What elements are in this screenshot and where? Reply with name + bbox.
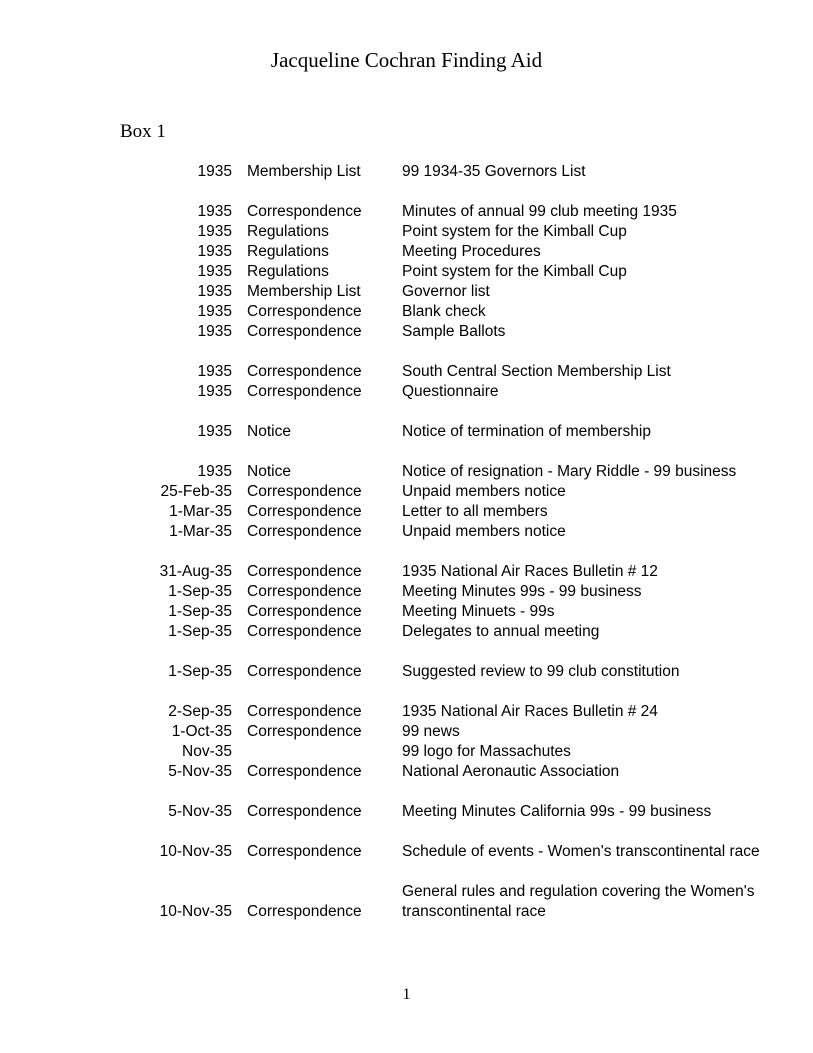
item-type: Correspondence — [247, 583, 362, 600]
item-date: 1-Mar-35 — [169, 523, 232, 540]
item-date: 1-Sep-35 — [168, 603, 232, 620]
item-type: Correspondence — [247, 323, 362, 340]
item-description: Sample Ballots — [402, 323, 506, 340]
item-date: 1935 — [197, 283, 232, 300]
item-description: 1935 National Air Races Bulletin # 24 — [402, 703, 658, 720]
item-description: 99 logo for Massachutes — [402, 743, 571, 760]
item-type: Notice — [247, 463, 291, 480]
item-date: 1935 — [197, 163, 232, 180]
item-description: Governor list — [402, 283, 490, 300]
item-type: Correspondence — [247, 563, 362, 580]
item-description: 1935 National Air Races Bulletin # 12 — [402, 563, 658, 580]
item-date: 10-Nov-35 — [159, 903, 232, 920]
item-description: National Aeronautic Association — [402, 763, 620, 780]
item-type: Regulations — [247, 223, 329, 240]
item-type: Correspondence — [247, 523, 362, 540]
item-type: Membership List — [247, 283, 361, 300]
item-date: 1935 — [197, 243, 232, 260]
item-description: 99 news — [402, 723, 460, 740]
item-description: Delegates to annual meeting — [402, 623, 600, 640]
item-date: 1935 — [197, 463, 232, 480]
box-label: Box 1 — [120, 121, 166, 142]
item-description: Point system for the Kimball Cup — [402, 223, 627, 240]
item-type: Correspondence — [247, 763, 362, 780]
item-description: 99 1934-35 Governors List — [402, 163, 586, 180]
item-date: 10-Nov-35 — [159, 843, 232, 860]
item-date: 1-Mar-35 — [169, 503, 232, 520]
item-date: 1-Oct-35 — [171, 723, 232, 740]
item-description: Meeting Procedures — [402, 243, 541, 260]
document-title: Jacqueline Cochran Finding Aid — [270, 48, 543, 72]
item-date: 1-Sep-35 — [168, 663, 232, 680]
item-description: Point system for the Kimball Cup — [402, 263, 627, 280]
item-date: 5-Nov-35 — [168, 763, 232, 780]
item-type: Correspondence — [247, 303, 362, 320]
item-type: Correspondence — [247, 623, 362, 640]
item-type: Regulations — [247, 243, 329, 260]
item-type: Regulations — [247, 263, 329, 280]
item-description: Blank check — [402, 303, 486, 320]
item-type: Correspondence — [247, 723, 362, 740]
item-description: Questionnaire — [402, 383, 499, 400]
item-description: Minutes of annual 99 club meeting 1935 — [402, 203, 677, 220]
item-date: Nov-35 — [182, 743, 232, 760]
item-type: Notice — [247, 423, 291, 440]
item-date: 1935 — [197, 303, 232, 320]
item-type: Correspondence — [247, 603, 362, 620]
item-description: Notice of termination of membership — [402, 423, 651, 440]
item-date: 25-Feb-35 — [160, 483, 232, 500]
item-date: 1935 — [197, 323, 232, 340]
item-type: Correspondence — [247, 803, 362, 820]
item-description: Notice of resignation - Mary Riddle - 99 business — [402, 463, 737, 480]
item-description: Meeting Minutes California 99s - 99 business — [402, 803, 712, 820]
item-date: 1935 — [197, 363, 232, 380]
item-type: Correspondence — [247, 383, 362, 400]
item-date: 1-Sep-35 — [168, 583, 232, 600]
item-type: Correspondence — [247, 703, 362, 720]
item-description: Unpaid members notice — [402, 523, 566, 540]
item-date: 1935 — [197, 223, 232, 240]
item-type: Membership List — [247, 163, 361, 180]
item-date: 1935 — [197, 263, 232, 280]
item-date: 1935 — [197, 423, 232, 440]
item-date: 2-Sep-35 — [168, 703, 232, 720]
item-date: 1935 — [197, 383, 232, 400]
item-description: Suggested review to 99 club constitution — [402, 663, 680, 680]
item-description: South Central Section Membership List — [402, 363, 671, 380]
item-type: Correspondence — [247, 903, 362, 920]
item-type: Correspondence — [247, 503, 362, 520]
item-date: 1-Sep-35 — [168, 623, 232, 640]
item-type: Correspondence — [247, 483, 362, 500]
item-description: Meeting Minutes 99s - 99 business — [402, 583, 642, 600]
item-date: 5-Nov-35 — [168, 803, 232, 820]
item-type: Correspondence — [247, 363, 362, 380]
item-date: 1935 — [197, 203, 232, 220]
item-description: Letter to all members — [402, 503, 548, 520]
item-description: Meeting Minuets - 99s — [402, 603, 555, 620]
item-description: General rules and regulation covering the Women's transcontinental race — [402, 883, 755, 920]
item-type: Correspondence — [247, 203, 362, 220]
page-number: 1 — [402, 986, 411, 1003]
item-type: Correspondence — [247, 663, 362, 680]
item-type: Correspondence — [247, 843, 362, 860]
item-date: 31-Aug-35 — [159, 563, 232, 580]
item-description: Schedule of events - Women's transcontinental race — [402, 843, 760, 860]
item-description: Unpaid members notice — [402, 483, 566, 500]
